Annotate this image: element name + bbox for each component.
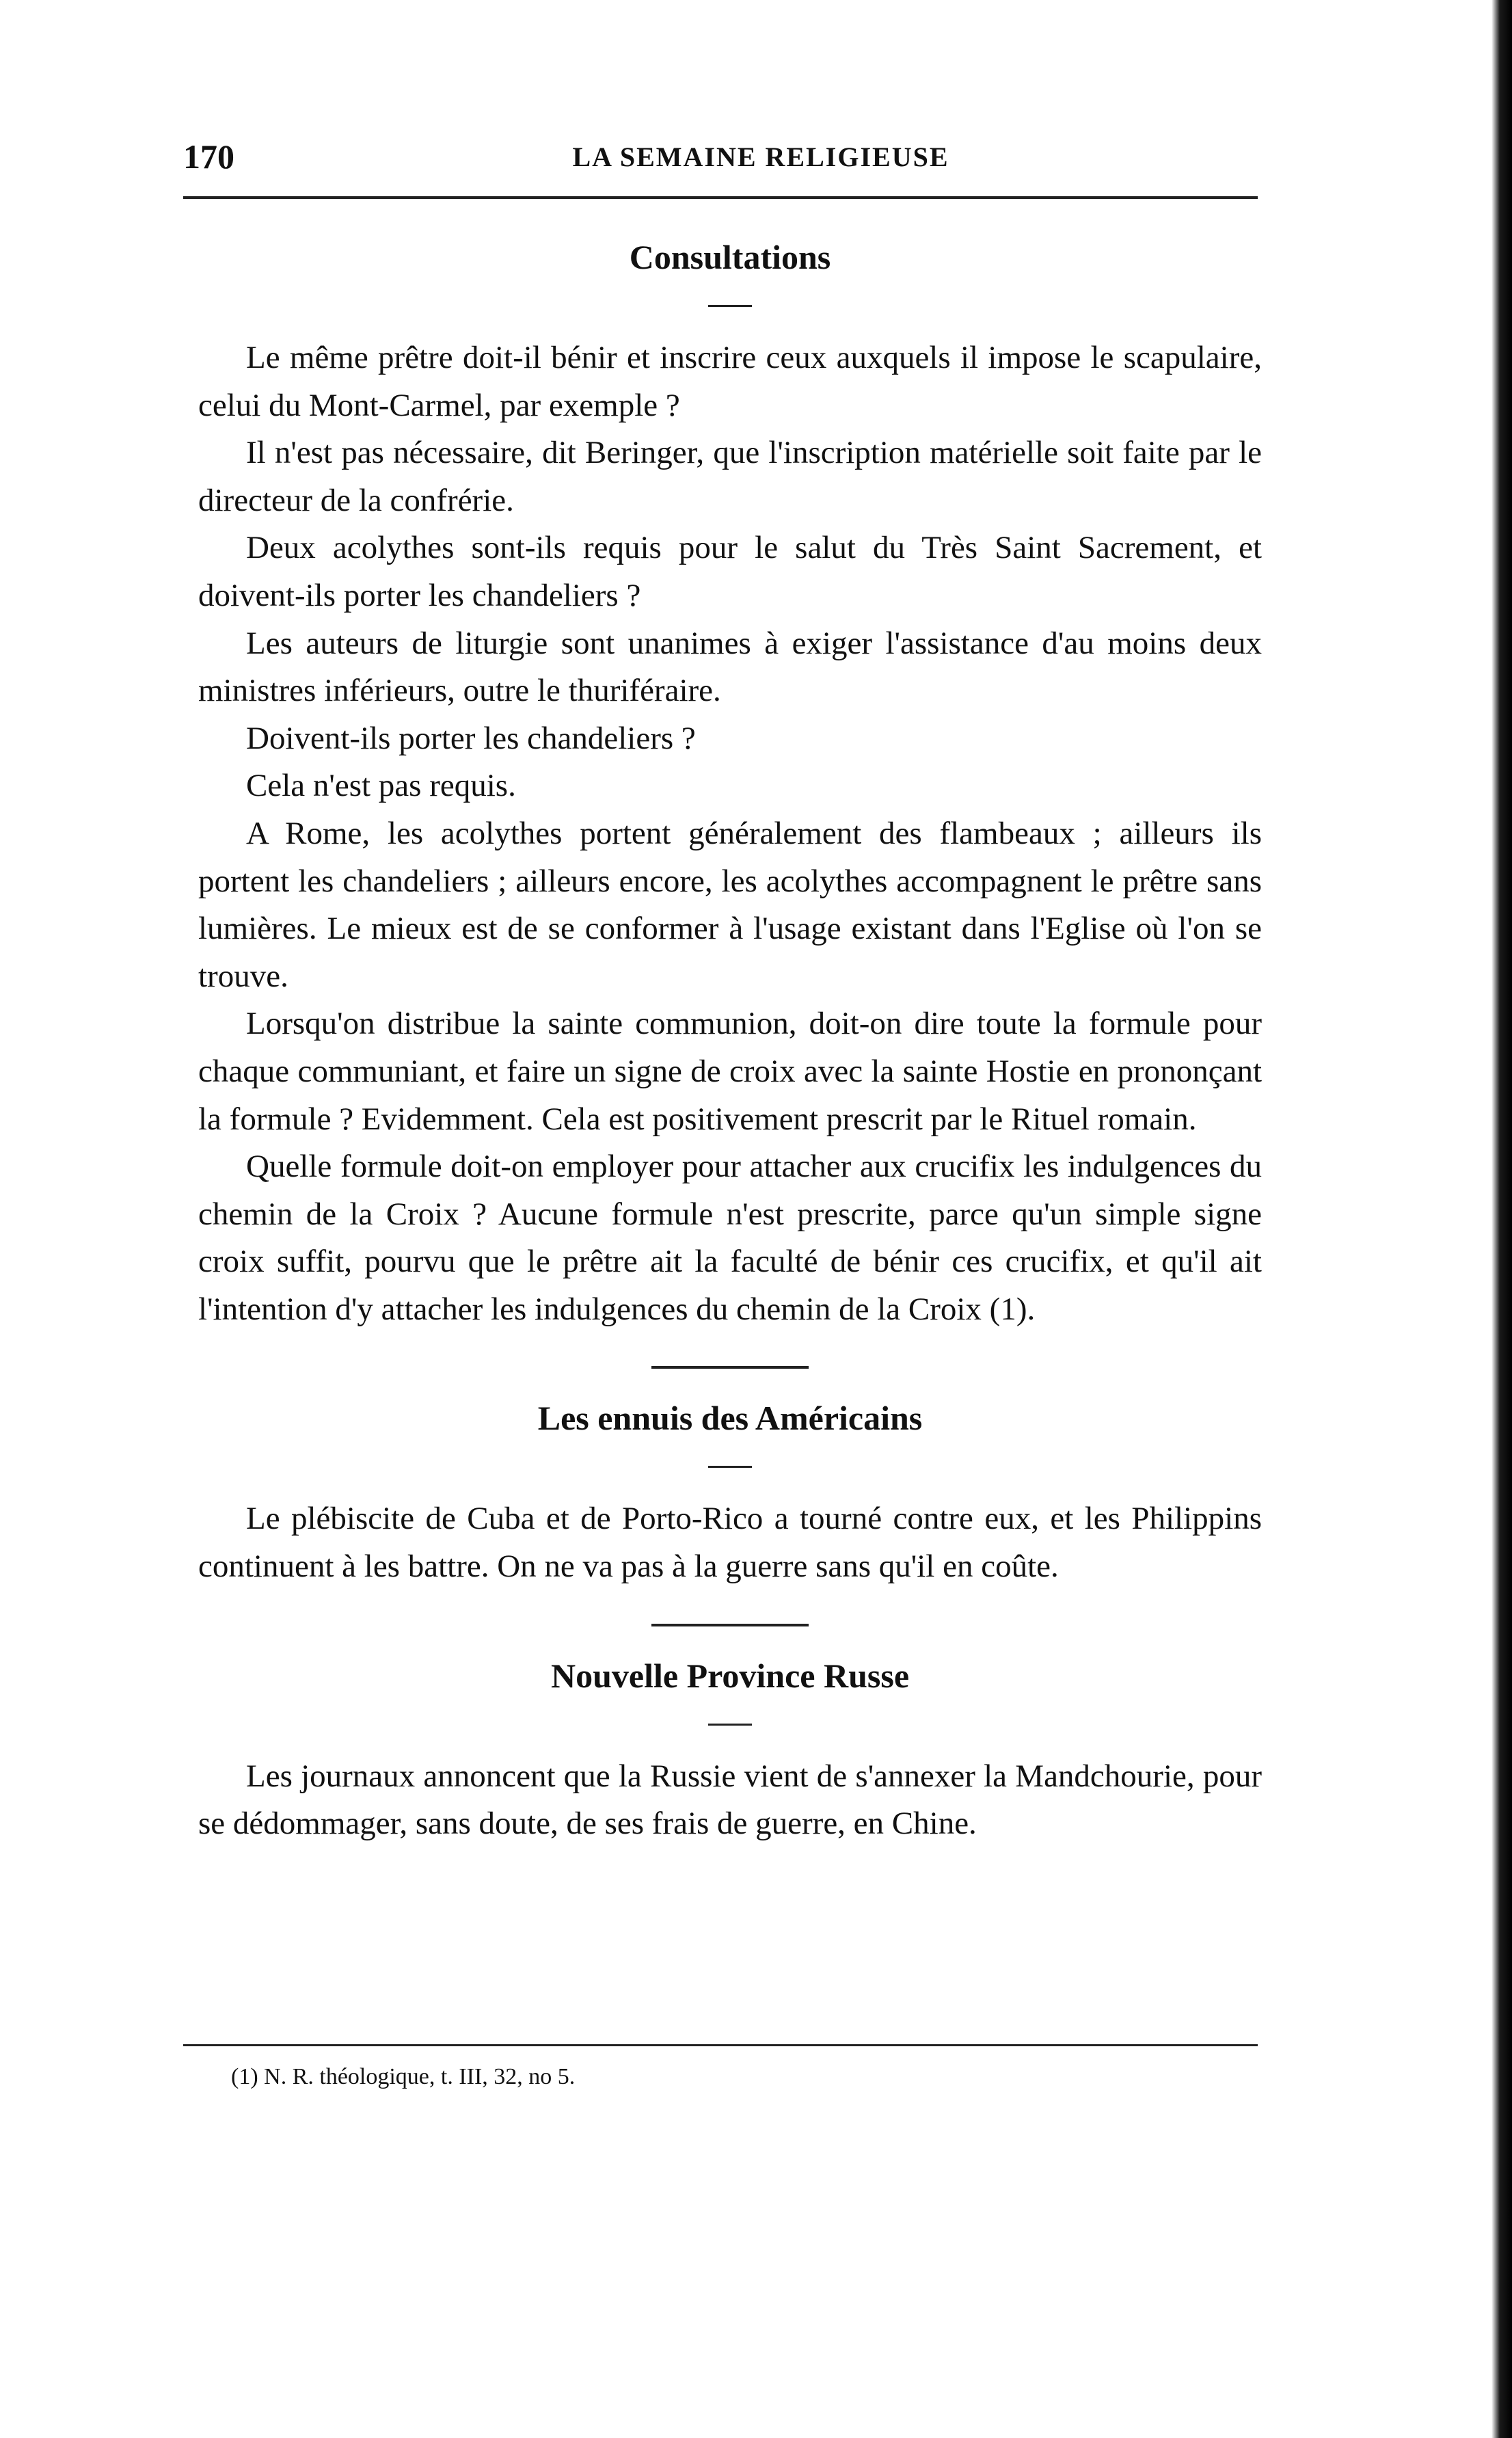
running-title: LA SEMAINE RELIGIEUSE bbox=[572, 142, 949, 172]
page-number: 170 bbox=[183, 137, 234, 176]
title-dash bbox=[708, 1724, 752, 1726]
section-americains bbox=[198, 1393, 1262, 1590]
paragraph: Cela n'est pas requis. bbox=[246, 768, 516, 804]
section-title: Les ennuis des Américains bbox=[537, 1399, 923, 1438]
section-separator bbox=[651, 1624, 809, 1626]
page-header bbox=[183, 137, 1256, 185]
footnote: (1) N. R. théologique, t. III, 32, no 5. bbox=[231, 2064, 576, 2089]
paragraph: Lorsqu'on distribue la sainte communion, doit-on dire toute la formule pour chaque communiant, et faire un signe de croix avec la sainte Hostie en prononçant la formule ? Evidemment. Cela est positivement prescrit par le Rituel romain. bbox=[198, 1006, 1262, 1137]
paragraph: Il n'est pas nécessaire, dit Beringer, que l'inscription matérielle soit faite par le directeur de la confrérie. bbox=[198, 435, 1262, 518]
text-column bbox=[198, 232, 1262, 1848]
paragraph: Doivent-ils porter les chandeliers ? bbox=[246, 720, 696, 756]
section-title: Consultations bbox=[629, 238, 831, 276]
title-dash bbox=[708, 1466, 752, 1468]
paragraph: Le plébiscite de Cuba et de Porto-Rico a tourné contre eux, et les Philippins continuent à les battre. On ne va pas à la guerre sans qu'il en coûte. bbox=[198, 1501, 1262, 1585]
paragraph: Quelle formule doit-on employer pour attacher aux crucifix les indulgences du chemin de la Croix ? Aucune formule n'est prescrite, parce qu'un simple signe croix suffit, pourvu que le prêtre ait la faculté de bénir ces crucifix, et qu'il ait l'intention d'y attacher les indulgences du chemin de la Croix (1). bbox=[198, 1149, 1262, 1327]
paragraph: Deux acolythes sont-ils requis pour le salut du Très Saint Sacrement, et doivent-ils porter les chandeliers ? bbox=[198, 530, 1262, 613]
paragraph: Les auteurs de liturgie sont unanimes à exiger l'assistance d'au moins deux ministres inférieurs, outre le thuriféraire. bbox=[198, 625, 1262, 709]
title-dash bbox=[708, 305, 752, 307]
section-separator bbox=[651, 1366, 809, 1369]
header-rule bbox=[183, 196, 1258, 199]
section-title: Nouvelle Province Russe bbox=[550, 1656, 910, 1695]
paragraph: A Rome, les acolythes portent généralement des flambeaux ; ailleurs ils portent les chandeliers ; ailleurs encore, les acolythes accompagnent le prêtre sans lumières. Le mieux est de se conformer à l'usage existant dans l'Eglise où l'on se trouve. bbox=[198, 815, 1262, 994]
paragraph: Le même prêtre doit-il bénir et inscrire ceux auxquels il impose le scapulaire, celui du Mont-Carmel, par exemple ? bbox=[198, 340, 1262, 423]
footnote-rule bbox=[183, 2044, 1258, 2046]
section-consultations bbox=[198, 232, 1262, 1333]
paragraph: Les journaux annoncent que la Russie vient de s'annexer la Mandchourie, pour se dédommager, sans doute, de ses frais de guerre, en Chine. bbox=[198, 1758, 1262, 1842]
page-edge-shadow bbox=[1491, 0, 1512, 2438]
section-province-russe bbox=[198, 1651, 1262, 1848]
